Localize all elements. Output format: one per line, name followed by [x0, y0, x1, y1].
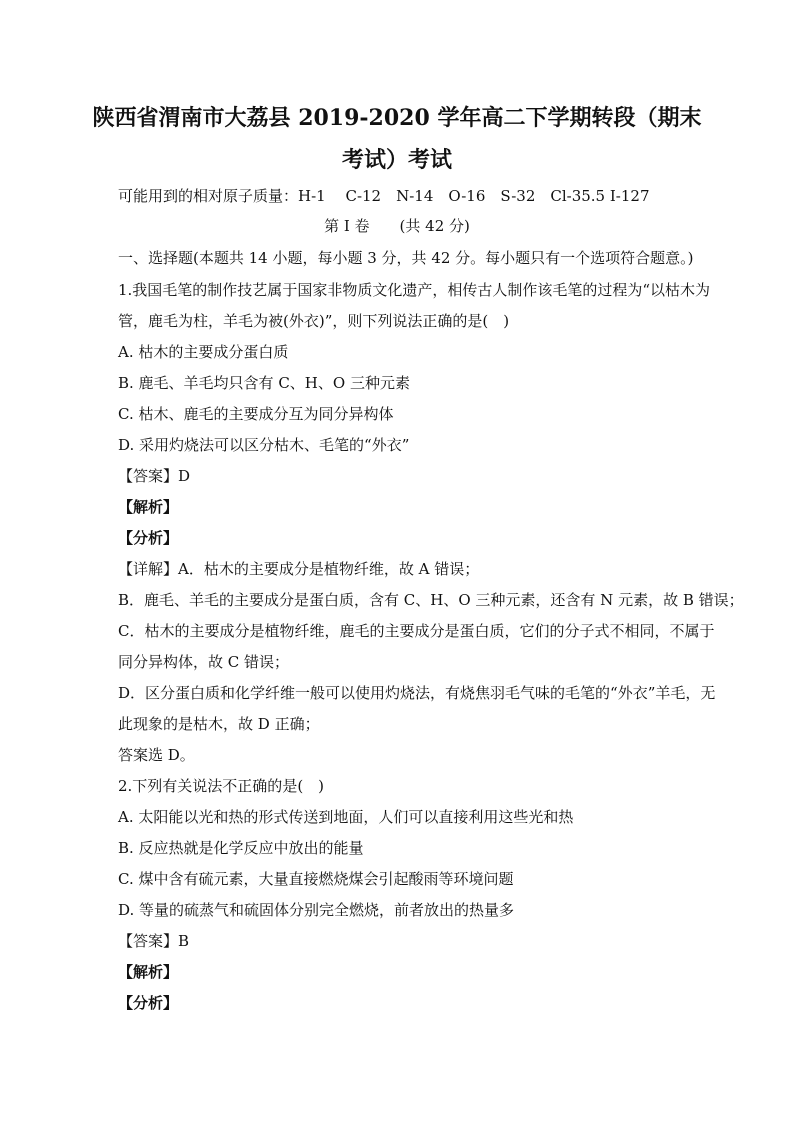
part-instructions: 一、选择题(本题共 14 小题，每小题 3 分，共 42 分。每小题只有一个选项符合题意。): [118, 249, 694, 267]
document-title-line1: 陕西省渭南市大荔县 2019-2020 学年高二下学期转段（期末: [92, 105, 702, 131]
q1-detail-d1: D．区分蛋白质和化学纤维一般可以使用灼烧法，有烧焦羽毛气味的毛笔的“外衣”羊毛，无: [118, 684, 716, 702]
q2-analysis-label: 【解析】: [118, 963, 179, 981]
q2-option-b: B. 反应热就是化学反应中放出的能量: [118, 839, 364, 857]
q1-stem-line1: 1.我国毛笔的制作技艺属于国家非物质文化遗产，相传古人制作该毛笔的过程为“以枯木为: [118, 281, 710, 299]
q2-option-a: A. 太阳能以光和热的形式传送到地面，人们可以直接利用这些光和热: [118, 808, 574, 826]
q1-detail-c1: C．枯木的主要成分是植物纤维，鹿毛的主要成分是蛋白质，它们的分子式不相同，不属于: [118, 622, 715, 640]
q1-fenxi-label: 【分析】: [118, 529, 179, 547]
q1-detail-a: 【详解】A．枯木的主要成分是植物纤维，故 A 错误；: [118, 560, 480, 578]
q2-option-d: D. 等量的硫蒸气和硫固体分别完全燃烧，前者放出的热量多: [118, 901, 515, 919]
q1-option-d: D. 采用灼烧法可以区分枯木、毛笔的“外衣”: [118, 436, 410, 454]
q2-stem: 2.下列有关说法不正确的是( ): [118, 777, 325, 795]
q1-option-b: B. 鹿毛、羊毛均只含有 C、H、O 三种元素: [118, 374, 410, 392]
section-title: 第 I 卷 (共 42 分): [324, 217, 470, 235]
document-title-line2: 考试）考试: [341, 147, 452, 173]
q1-option-c: C. 枯木、鹿毛的主要成分互为同分异构体: [118, 405, 394, 423]
q2-option-c: C. 煤中含有硫元素，大量直接燃烧煤会引起酸雨等环境问题: [118, 870, 514, 888]
q1-option-a: A. 枯木的主要成分蛋白质: [118, 343, 289, 361]
q1-analysis-label: 【解析】: [118, 498, 179, 516]
q1-detail-d2: 此现象的是枯木，故 D 正确；: [118, 715, 320, 733]
q2-fenxi-label: 【分析】: [118, 994, 179, 1012]
q1-conclusion: 答案选 D。: [118, 746, 195, 764]
q1-stem-line2: 管，鹿毛为柱，羊毛为被(外衣)”，则下列说法正确的是( ): [118, 312, 510, 330]
atomic-masses: 可能用到的相对原子质量：H-1 C-12 N-14 O-16 S-32 Cl-35.5 I-127: [118, 187, 650, 205]
q1-answer: 【答案】D: [118, 467, 191, 485]
q1-detail-b: B．鹿毛、羊毛的主要成分是蛋白质，含有 C、H、O 三种元素，还含有 N 元素，故 B 错误；: [118, 591, 744, 609]
q2-answer: 【答案】B: [118, 932, 190, 950]
q1-detail-c2: 同分异构体，故 C 错误；: [118, 653, 290, 671]
